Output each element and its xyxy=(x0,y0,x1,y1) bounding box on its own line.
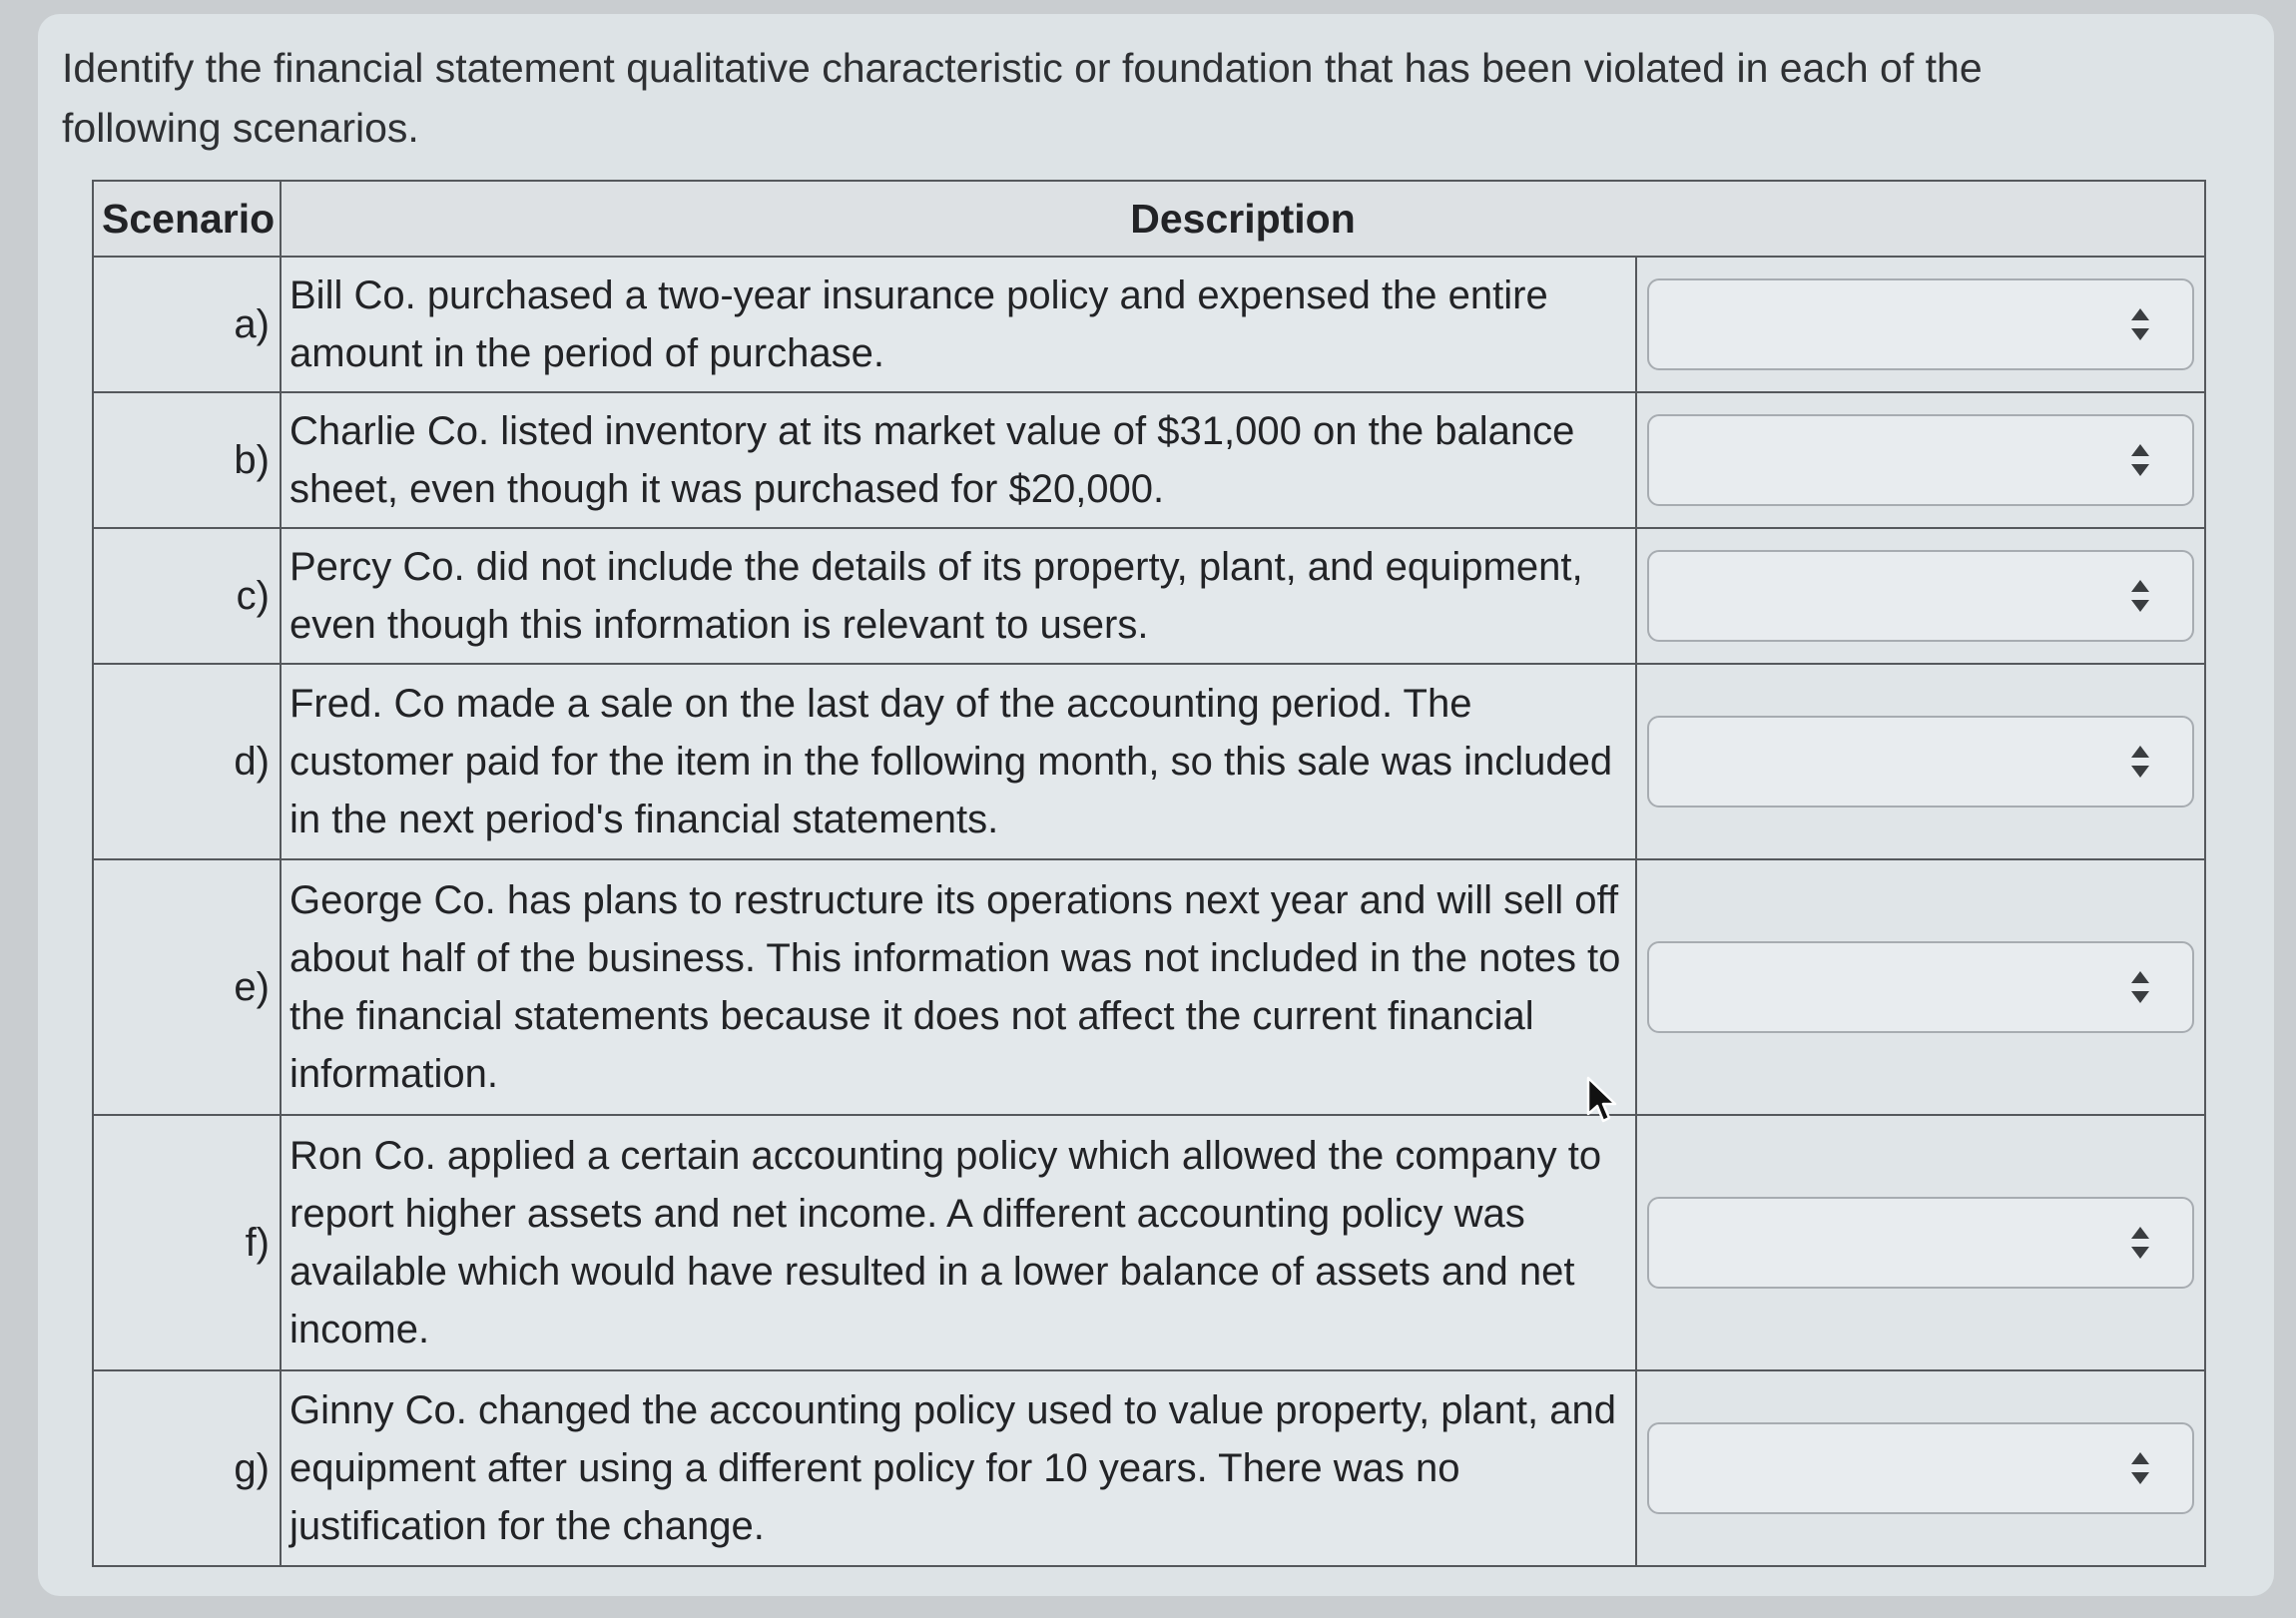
table-row xyxy=(93,664,2205,859)
answer-select-g[interactable] xyxy=(1647,1422,2194,1514)
answer-select-e[interactable] xyxy=(1647,941,2194,1033)
table-row xyxy=(93,1115,2205,1370)
answer-select-c[interactable] xyxy=(1647,550,2194,642)
scenario-letter: c) xyxy=(93,528,281,664)
table-row xyxy=(93,257,2205,392)
description-column-header: Description xyxy=(281,181,2205,257)
answer-select-a[interactable] xyxy=(1647,278,2194,370)
up-down-chevron-icon xyxy=(2128,1448,2152,1488)
answer-select-d[interactable] xyxy=(1647,716,2194,808)
scenario-letter: b) xyxy=(93,392,281,528)
scenario-letter: e) xyxy=(93,859,281,1115)
scenario-column-header: Scenario xyxy=(93,181,281,257)
answer-cell xyxy=(1636,1115,2205,1370)
scenario-letter: a) xyxy=(93,257,281,392)
scenario-description: Bill Co. purchased a two-year insurance policy and expensed the entire amount in the period of purchase. xyxy=(281,257,1636,392)
scenario-description: Percy Co. did not include the details of its property, plant, and equipment, even though this information is relevant to users. xyxy=(281,528,1636,664)
up-down-chevron-icon xyxy=(2128,304,2152,344)
table-row xyxy=(93,1370,2205,1566)
scenario-description: George Co. has plans to restructure its operations next year and will sell off about half of the business. This information was not included in the notes to the financial statements because it does not affect the current financial information. xyxy=(281,859,1636,1115)
mouse-pointer-icon xyxy=(1585,1076,1619,1124)
scenario-description: Fred. Co made a sale on the last day of the accounting period. The customer paid for the item in the following month, so this sale was included in the next period's financial statements. xyxy=(281,664,1636,859)
up-down-chevron-icon xyxy=(2128,576,2152,616)
scenario-letter: f) xyxy=(93,1115,281,1370)
question-instructions: Identify the financial statement qualitative characteristic or foundation that has been violated in each of the following scenarios. xyxy=(62,45,1983,151)
answer-cell xyxy=(1636,1370,2205,1566)
up-down-chevron-icon xyxy=(2128,1223,2152,1263)
up-down-chevron-icon xyxy=(2128,742,2152,782)
scenario-letter: d) xyxy=(93,664,281,859)
answer-cell xyxy=(1636,257,2205,392)
scenario-letter: g) xyxy=(93,1370,281,1566)
table-row xyxy=(93,392,2205,528)
answer-cell xyxy=(1636,392,2205,528)
answer-cell xyxy=(1636,528,2205,664)
answer-cell xyxy=(1636,664,2205,859)
up-down-chevron-icon xyxy=(2128,967,2152,1007)
scenario-description: Ginny Co. changed the accounting policy used to value property, plant, and equipment after using a different policy for 10 years. There was no justification for the change. xyxy=(281,1370,1636,1566)
table-row xyxy=(93,528,2205,664)
scenario-table xyxy=(92,180,2206,1567)
answer-cell xyxy=(1636,859,2205,1115)
scenario-description: Charlie Co. listed inventory at its market value of $31,000 on the balance sheet, even though it was purchased for $20,000. xyxy=(281,392,1636,528)
answer-select-f[interactable] xyxy=(1647,1197,2194,1289)
up-down-chevron-icon xyxy=(2128,440,2152,480)
answer-select-b[interactable] xyxy=(1647,414,2194,506)
scenario-description: Ron Co. applied a certain accounting policy which allowed the company to report higher assets and net income. A different accounting policy was available which would have resulted in a lower balance of assets and net income. xyxy=(281,1115,1636,1370)
table-header-row xyxy=(93,181,2205,257)
table-row xyxy=(93,859,2205,1115)
